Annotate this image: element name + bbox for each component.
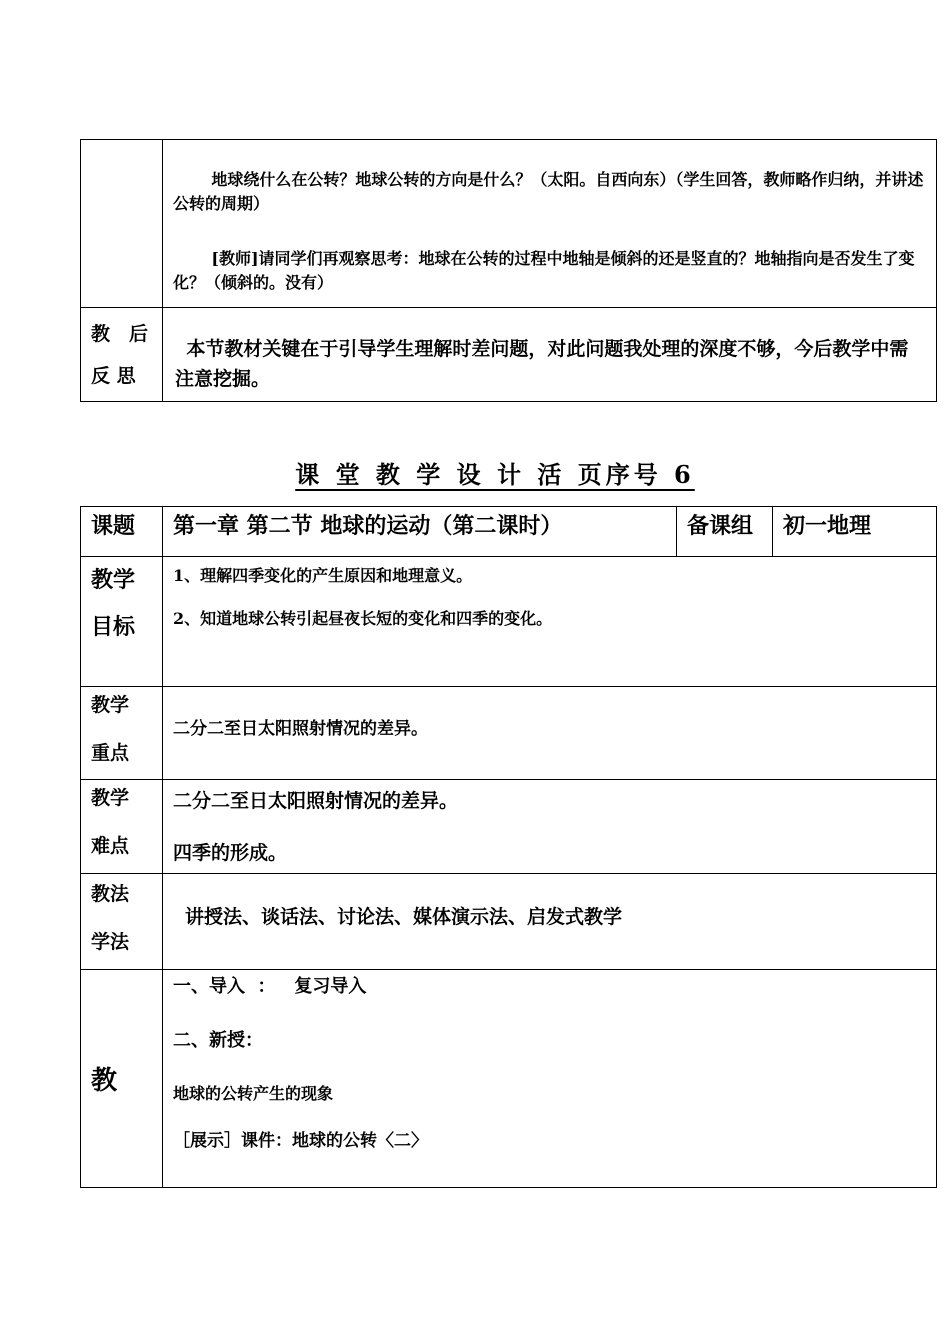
method-label-cell	[81, 874, 163, 970]
process-label: 教	[91, 1066, 118, 1096]
key-points-cell	[163, 687, 937, 780]
previous-page-table	[80, 139, 937, 402]
group-label: 备课组	[687, 513, 754, 539]
difficulty-label-line1: 教学	[91, 787, 130, 809]
goal-item-1: 1、理解四季变化的产生原因和地理意义。	[173, 566, 473, 585]
reflection-label-line1: 教 后	[91, 323, 149, 345]
difficulty-cell	[163, 780, 937, 874]
difficulty-label-line2: 难点	[91, 835, 130, 857]
process-phenomenon: 地球的公转产生的现象	[173, 1084, 334, 1103]
key-points-label-line2: 重点	[91, 742, 130, 764]
reflection-label-cell	[81, 308, 163, 402]
empty-label-cell	[81, 140, 163, 308]
reflection-label-line2: 反 思	[91, 365, 136, 387]
topic-label-cell	[81, 507, 163, 557]
key-points-label-line1: 教学	[91, 694, 130, 716]
difficulty-label-cell	[81, 780, 163, 874]
topic-value: 第一章 第二节 地球的运动（第二课时）	[173, 513, 563, 539]
group-value: 初一地理	[783, 513, 872, 539]
group-value-cell	[773, 507, 937, 557]
process-label-cell	[81, 970, 163, 1188]
method-text: 讲授法、谈话法、讨论法、媒体演示法、启发式教学	[185, 906, 623, 928]
process-cell	[163, 970, 937, 1188]
topic-label: 课题	[91, 513, 136, 539]
process-new-lesson: 二、新授：	[173, 1030, 263, 1051]
content-paragraph-2: [教师]请同学们再观察思考：地球在公转的过程中地轴是倾斜的还是竖直的？地轴指向是否发生了变化？（倾斜的。没有）	[173, 249, 915, 292]
group-label-cell	[677, 507, 773, 557]
goals-label-line2: 目标	[91, 614, 136, 640]
goals-label-line1: 教学	[91, 567, 136, 593]
goal-item-2: 2、知道地球公转引起昼夜长短的变化和四季的变化。	[173, 609, 553, 628]
method-label-line2: 学法	[91, 931, 130, 953]
goals-label-cell	[81, 557, 163, 687]
reflection-text-cell	[163, 308, 937, 402]
content-paragraph-1: 地球绕什么在公转？地球公转的方向是什么？（太阳。自西向东）（学生回答，教师略作归纳，并讲述公转的周期）	[173, 170, 924, 213]
key-points-label-cell	[81, 687, 163, 780]
reflection-text: 本节教材关键在于引导学生理解时差问题，对此问题我处理的深度不够，今后教学中需注意挖掘。	[175, 338, 909, 390]
goals-cell	[163, 557, 937, 687]
lesson-design-table	[80, 506, 937, 1188]
section-title: 课 堂 教 学 设 计 活 页序号 6	[295, 460, 695, 489]
key-points-text: 二分二至日太阳照射情况的差异。	[173, 719, 428, 739]
method-label-line1: 教法	[91, 883, 130, 905]
topic-value-cell	[163, 507, 677, 557]
lesson-content-cell	[163, 140, 937, 308]
difficulty-item-2: 四季的形成。	[173, 842, 288, 864]
process-intro: 一、导入 ： 复习导入	[173, 976, 367, 997]
method-cell	[163, 874, 937, 970]
difficulty-item-1: 二分二至日太阳照射情况的差异。	[173, 790, 459, 812]
process-courseware: ［展示］课件：地球的公转〈二〉	[173, 1131, 428, 1151]
